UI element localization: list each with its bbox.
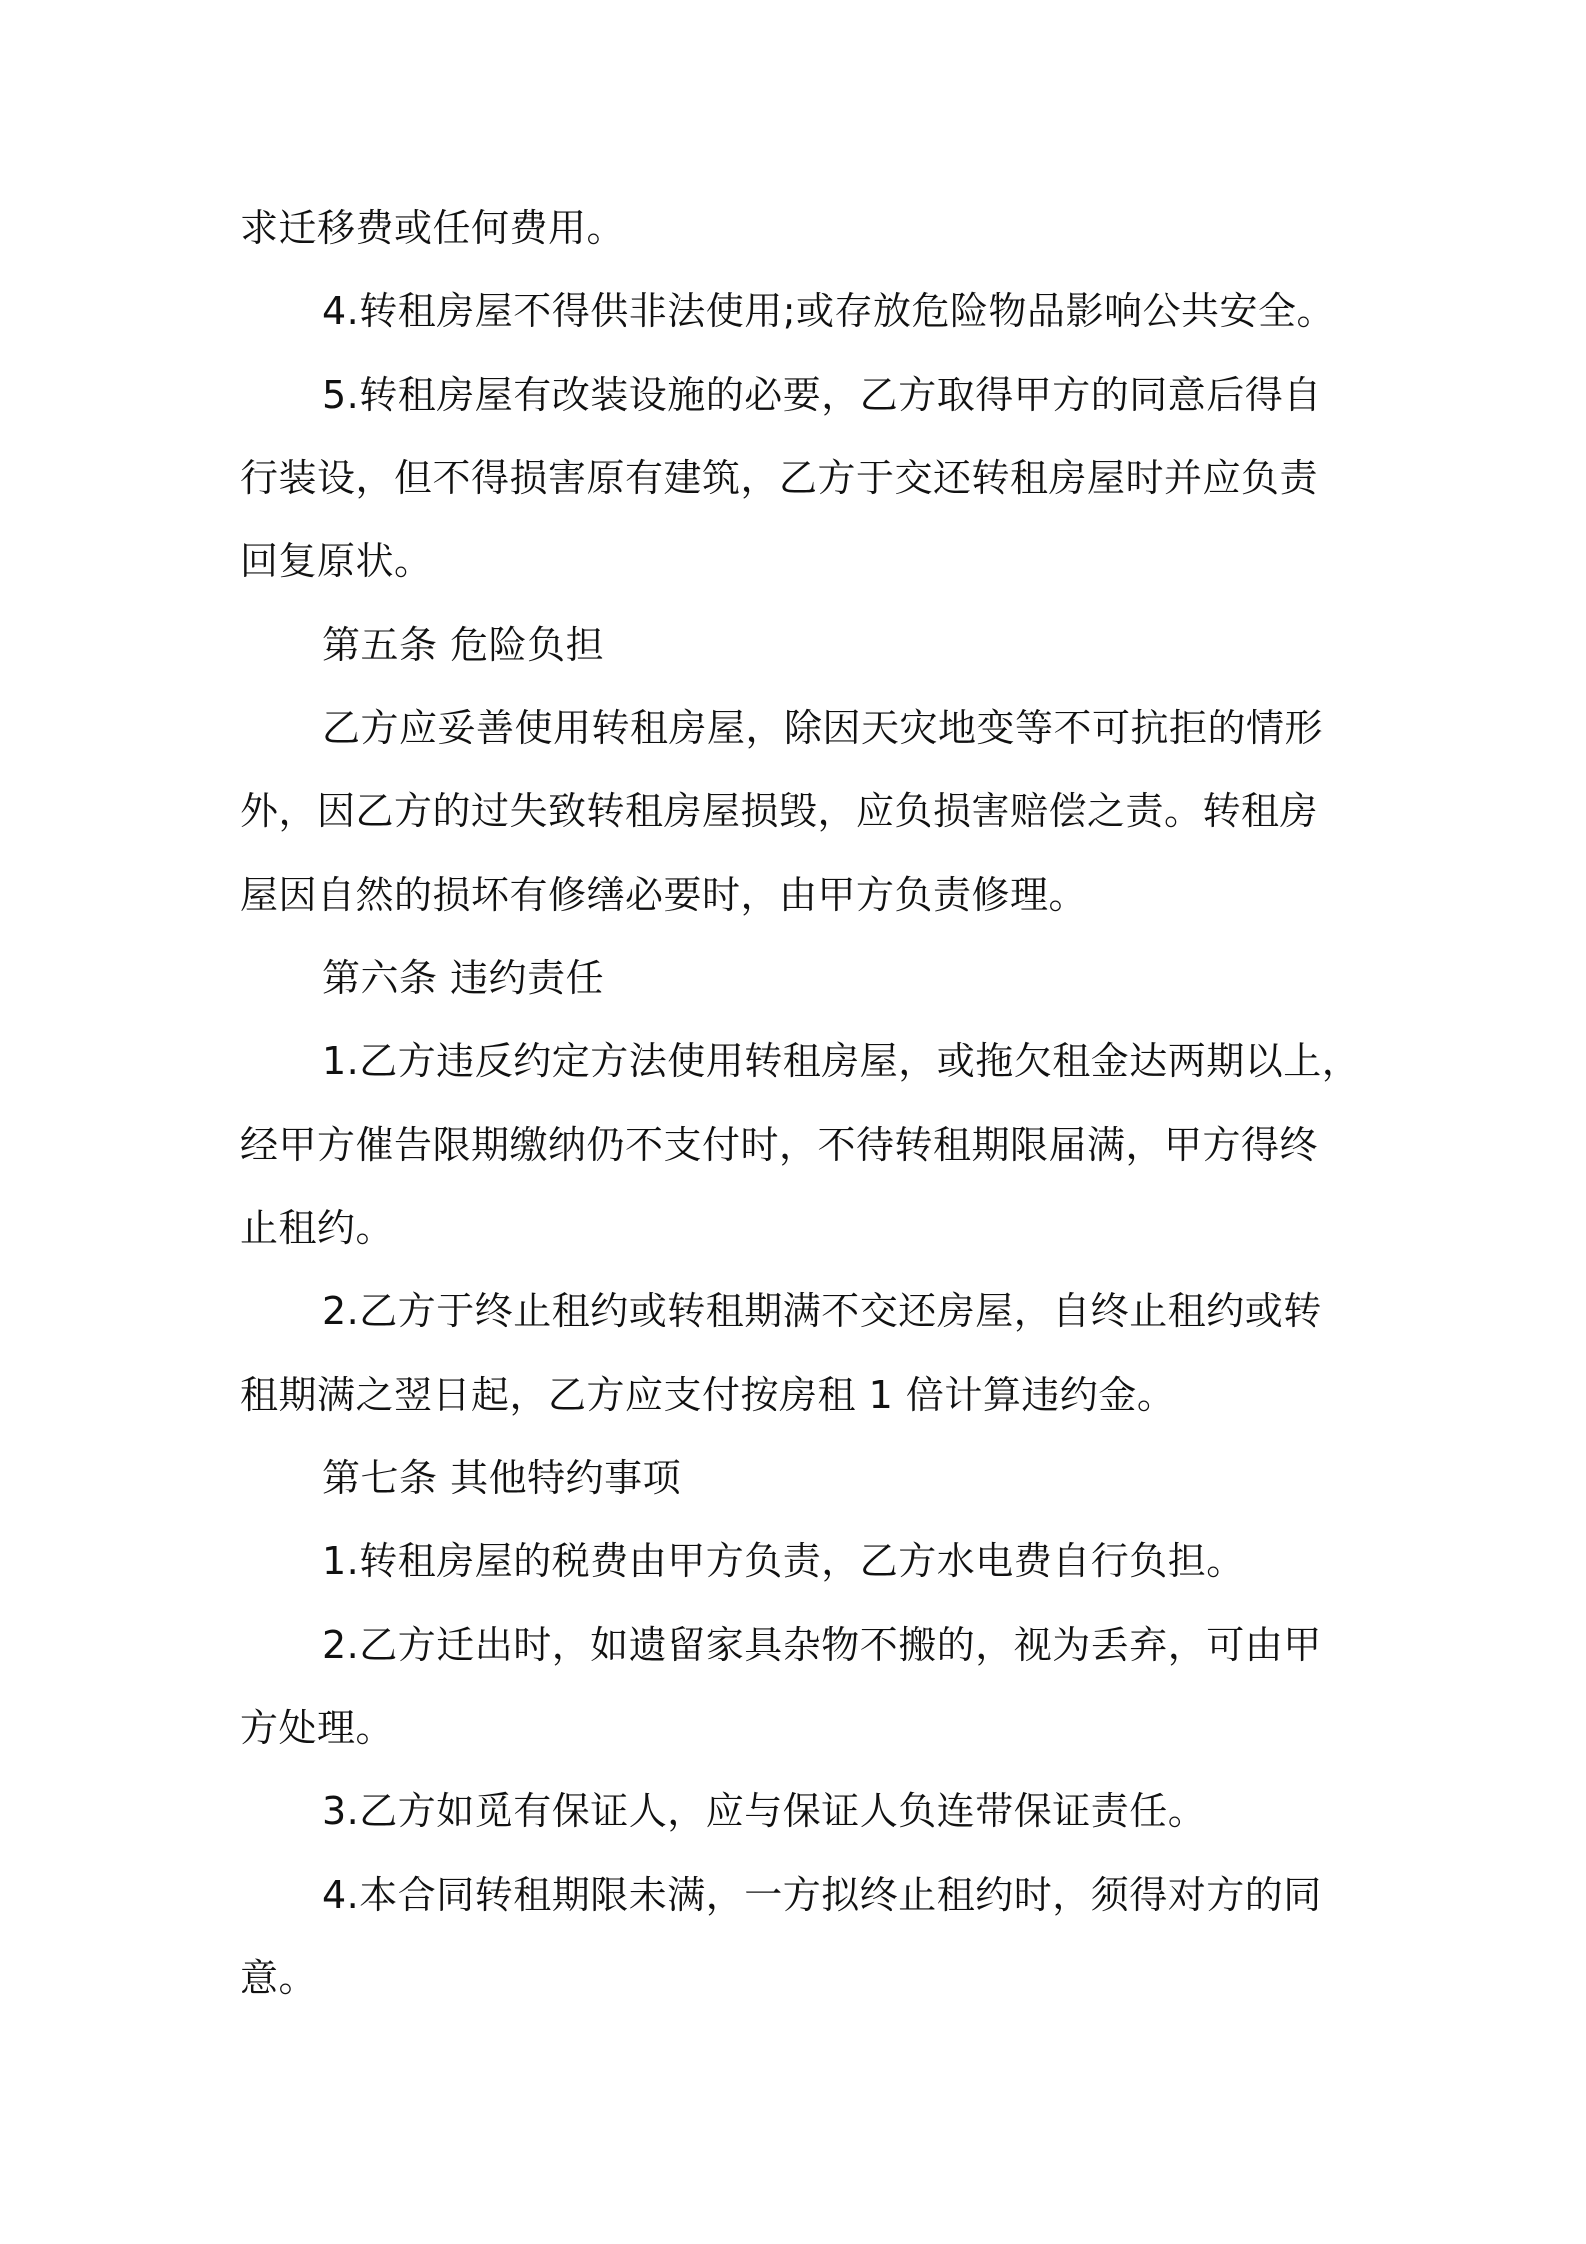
text-line-3: 5.转租房屋有改装设施的必要，乙方取得甲方的同意后得自 [322,373,1322,417]
section-heading-6: 第六条 违约责任 [322,956,605,1000]
section-heading-7: 第七条 其他特约事项 [322,1456,682,1500]
text-line-18: 2.乙方迁出时，如遗留家具杂物不搬的，视为丢弃，可由甲 [322,1623,1322,1667]
text-line-14: 2.乙方于终止租约或转租期满不交还房屋，自终止租约或转 [322,1289,1322,1333]
text-line-22: 意。 [240,1956,318,2000]
text-line-13: 止租约。 [240,1206,395,1250]
text-line-12: 经甲方催告限期缴纳仍不支付时，不待转租期限届满，甲方得终 [240,1123,1319,1167]
text-line-8: 外，因乙方的过失致转租房屋损毁，应负损害赔偿之责。转租房 [240,789,1319,833]
text-line-5: 回复原状。 [240,539,433,583]
text-line-15: 租期满之翌日起，乙方应支付按房租 1 倍计算违约金。 [240,1373,1176,1417]
text-line-19: 方处理。 [240,1706,395,1750]
text-line-1: 求迁移费或任何费用。 [240,206,626,250]
text-line-21: 4.本合同转租期限未满，一方拟终止租约时，须得对方的同 [322,1873,1322,1917]
text-line-9: 屋因自然的损坏有修缮必要时，由甲方负责修理。 [240,873,1088,917]
text-line-4: 行装设，但不得损害原有建筑，乙方于交还转租房屋时并应负责 [240,456,1319,500]
text-line-2: 4.转租房屋不得供非法使用;或存放危险物品影响公共安全。 [322,289,1336,333]
text-line-20: 3.乙方如觅有保证人，应与保证人负连带保证责任。 [322,1789,1207,1833]
section-heading-5: 第五条 危险负担 [322,623,605,667]
text-line-7: 乙方应妥善使用转租房屋，除因天灾地变等不可抗拒的情形 [322,706,1324,750]
text-line-17: 1.转租房屋的税费由甲方负责，乙方水电费自行负担。 [322,1539,1245,1583]
text-line-11: 1.乙方违反约定方法使用转租房屋，或拖欠租金达两期以上， [322,1039,1361,1083]
